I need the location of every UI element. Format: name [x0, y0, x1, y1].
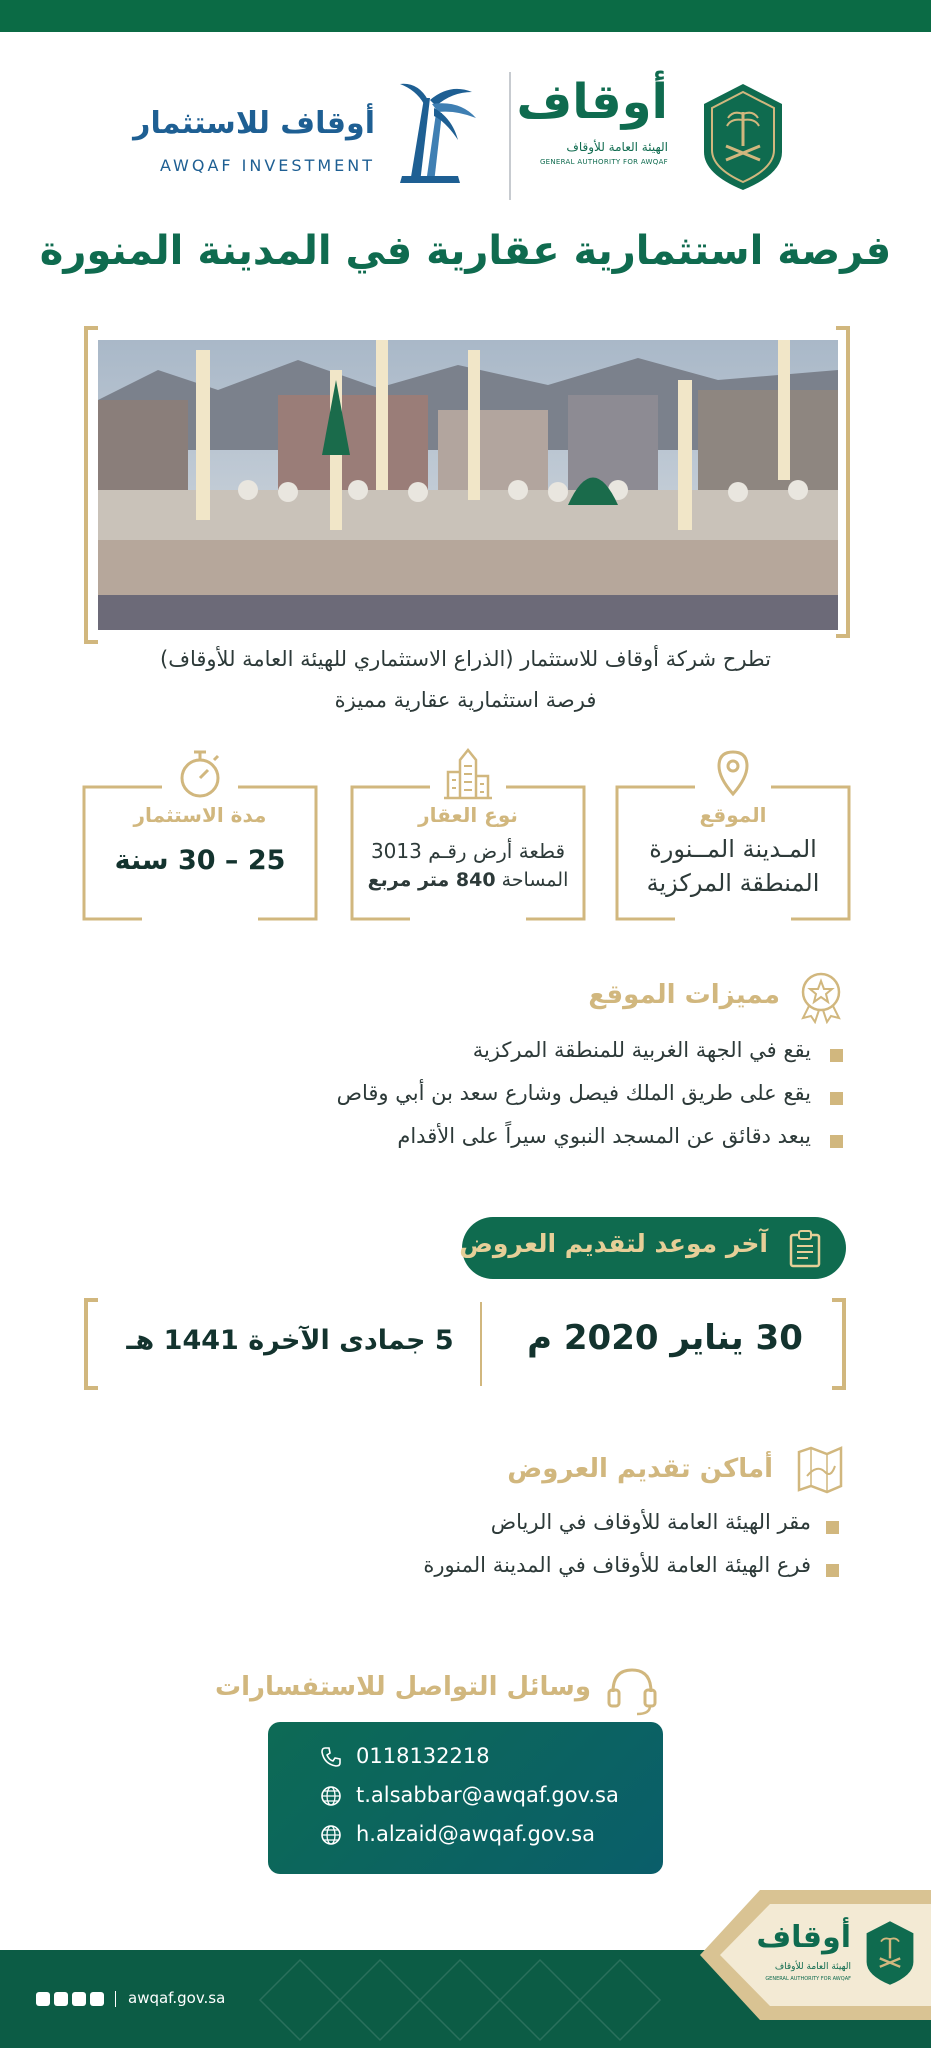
- youtube-icon[interactable]: [54, 1992, 68, 2006]
- awqaf-logo: [516, 70, 788, 200]
- contact-title: وسائل التواصل للاستفسارات: [214, 1672, 591, 1702]
- deadline-hijri: 5 جمادى الآخرة 1441 هـ: [126, 1325, 454, 1356]
- location-label: الموقع: [699, 803, 767, 827]
- logo-title: أوقاف: [516, 74, 668, 130]
- deadline-banner: [459, 1217, 846, 1279]
- duration-label: مدة الاستثمار: [133, 803, 267, 827]
- footer-url[interactable]: awqaf.gov.sa: [128, 1989, 226, 2007]
- bullet-marker: [830, 1135, 843, 1148]
- feature-item: يقع على طريق الملك فيصل وشارع سعد بن أبي وقاص: [336, 1081, 811, 1105]
- submission-item: مقر الهيئة العامة للأوقاف في الرياض: [490, 1510, 811, 1534]
- instagram-icon[interactable]: [72, 1992, 86, 2006]
- award-badge-icon: [793, 968, 849, 1024]
- bullet-marker: [826, 1564, 839, 1577]
- building-icon: [440, 746, 496, 802]
- emblem-icon: [863, 1918, 917, 1988]
- property-label: نوع العقار: [418, 803, 518, 827]
- bullet-marker: [830, 1092, 843, 1105]
- logo-divider: [509, 72, 511, 200]
- linkedin-icon[interactable]: [90, 1992, 104, 2006]
- submission-title: أماكن تقديم العروض: [507, 1454, 773, 1484]
- contact-phone[interactable]: 0118132218: [356, 1744, 490, 1768]
- emblem-icon: [698, 82, 788, 192]
- location-pin-icon: [705, 746, 761, 802]
- palm-icon: [380, 78, 480, 188]
- info-box-duration: [82, 785, 318, 921]
- logo-subtitle: الهيئة العامة للأوقاف: [566, 140, 668, 154]
- submission-item: فرع الهيئة العامة للأوقاف في المدينة المنورة: [423, 1553, 811, 1577]
- stopwatch-icon: [172, 746, 228, 802]
- badge-subtitle: الهيئة العامة للأوقاف: [774, 1962, 851, 1972]
- property-area-prefix: المساحة: [501, 869, 569, 891]
- footer-logo-badge: [700, 1890, 931, 2020]
- twitter-icon[interactable]: [36, 1992, 50, 2006]
- date-divider: [480, 1302, 482, 1386]
- contact-email-2[interactable]: h.alzaid@awqaf.gov.sa: [356, 1822, 595, 1846]
- property-plot: قطعة أرض رقـم 3013: [370, 839, 566, 863]
- deadline-gregorian: 30 يناير 2020 م: [527, 1318, 803, 1358]
- info-box-location: [615, 785, 851, 921]
- property-area-value: 840 متر مربع: [367, 869, 496, 891]
- contact-email-1[interactable]: t.alsabbar@awqaf.gov.sa: [356, 1783, 619, 1807]
- location-area: المنطقة المركزية: [646, 869, 820, 897]
- contact-box: [268, 1722, 663, 1874]
- intro-line-1: تطرح شركة أوقاف للاستثمار (الذراع الاستثماري للهيئة العامة للأوقاف): [160, 647, 771, 671]
- feature-item: يقع في الجهة الغربية للمنطقة المركزية: [472, 1038, 811, 1062]
- info-box-property: [350, 785, 586, 921]
- clipboard-icon: [788, 1230, 822, 1268]
- feature-item: يبعد دقائق عن المسجد النبوي سيراً على الأقدام: [397, 1124, 811, 1148]
- top-bar: [0, 0, 931, 32]
- badge-subtitle-en: GENERAL AUTHORITY FOR AWQAF: [765, 1976, 851, 1982]
- duration-value: 25 – 30 سنة: [114, 845, 286, 876]
- badge-title: أوقاف: [756, 1920, 851, 1955]
- logo-subtitle-en: GENERAL AUTHORITY FOR AWQAF: [539, 158, 668, 166]
- phone-icon: [320, 1746, 342, 1768]
- awqaf-investment-logo: [133, 78, 480, 188]
- map-icon: [795, 1444, 845, 1494]
- investment-subtitle: AWQAF INVESTMENT: [159, 156, 375, 175]
- property-area: [350, 869, 586, 891]
- deadline-title: آخر موعد لتقديم العروض: [459, 1229, 768, 1258]
- footer-separator: [115, 1991, 116, 2007]
- location-city: المـدينة المــنورة: [649, 835, 817, 863]
- investment-title: أوقاف للاستثمار: [133, 106, 375, 141]
- intro-line-2: فرصة استثمارية عقارية مميزة: [334, 688, 597, 712]
- globe-icon: [320, 1824, 342, 1846]
- bullet-marker: [830, 1049, 843, 1062]
- features-title: مميزات الموقع: [588, 980, 780, 1010]
- page-title: فرصة استثمارية عقارية في المدينة المنورة: [39, 228, 892, 274]
- bullet-marker: [826, 1521, 839, 1534]
- headset-icon: [603, 1660, 661, 1718]
- globe-icon: [320, 1785, 342, 1807]
- mosque-photo: [98, 340, 838, 630]
